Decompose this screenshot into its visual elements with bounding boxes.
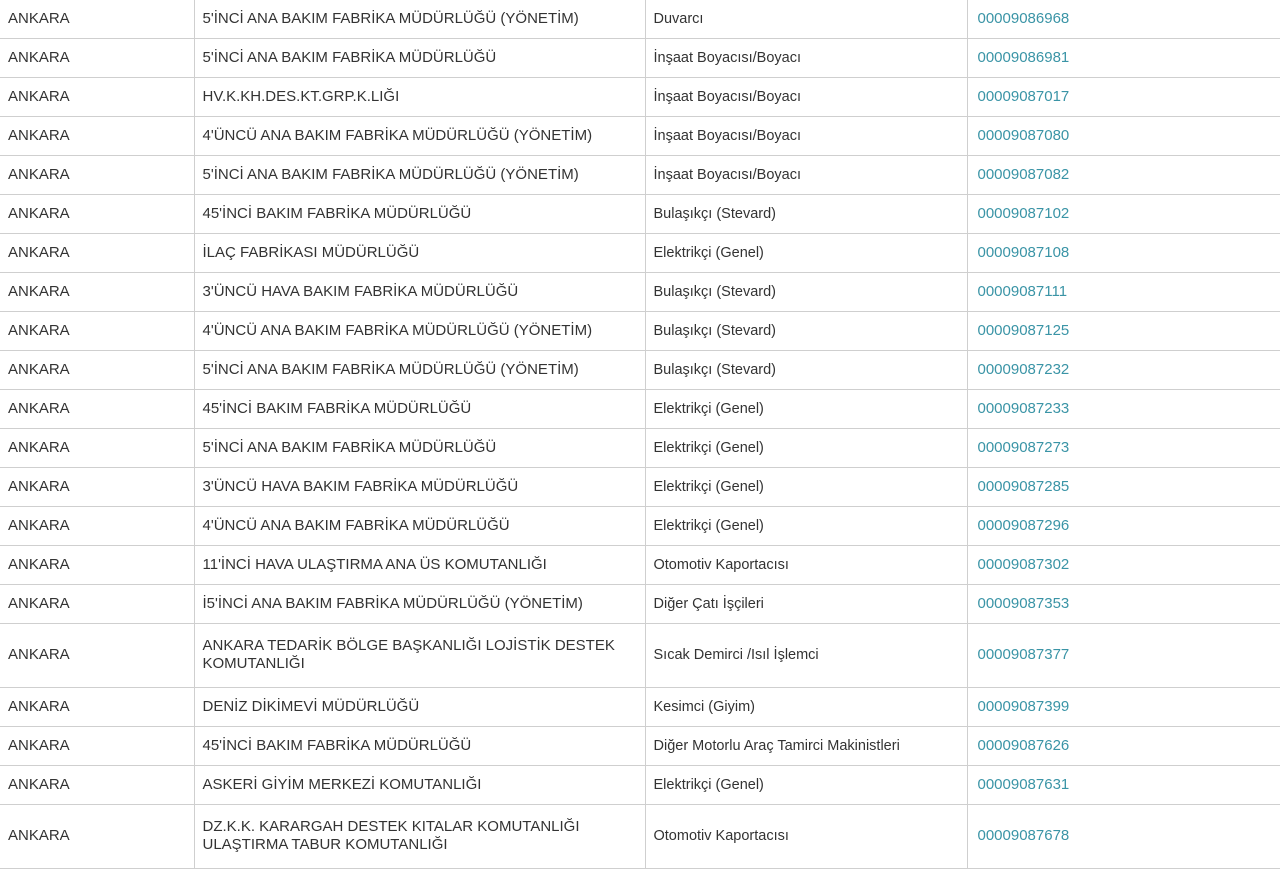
cell-ref [967, 726, 1280, 765]
ref-link[interactable]: 00009086981 [977, 48, 1070, 66]
table-row [0, 0, 1280, 38]
ref-link[interactable]: 00009087080 [977, 126, 1070, 144]
ref-link[interactable]: 00009087102 [977, 204, 1070, 222]
ref-link[interactable]: 00009087125 [977, 321, 1070, 339]
cell-job: İnşaat Boyacısı/Boyacı [645, 116, 967, 155]
table-row [0, 467, 1280, 506]
table-row [0, 765, 1280, 804]
cell-institution: DENİZ DİKİMEVİ MÜDÜRLÜĞÜ [194, 687, 645, 726]
table-row [0, 389, 1280, 428]
cell-ref [967, 623, 1280, 687]
ref-link[interactable]: 00009087302 [977, 555, 1070, 573]
table-row [0, 506, 1280, 545]
ref-link[interactable]: 00009087626 [977, 736, 1070, 754]
table-row [0, 726, 1280, 765]
ref-link[interactable]: 00009087111 [977, 282, 1068, 300]
cell-city: ANKARA [0, 765, 194, 804]
cell-city: ANKARA [0, 623, 194, 687]
ref-link[interactable]: 00009087233 [977, 399, 1070, 417]
ref-link[interactable]: 00009087377 [977, 646, 1070, 663]
cell-institution: 5'İNCİ ANA BAKIM FABRİKA MÜDÜRLÜĞÜ [194, 38, 645, 77]
cell-job: Otomotiv Kaportacısı [645, 545, 967, 584]
cell-city: ANKARA [0, 311, 194, 350]
ref-link[interactable]: 00009087232 [977, 360, 1070, 378]
cell-institution: 45'İNCİ BAKIM FABRİKA MÜDÜRLÜĞÜ [194, 389, 645, 428]
cell-institution: 45'İNCİ BAKIM FABRİKA MÜDÜRLÜĞÜ [194, 194, 645, 233]
ref-link[interactable]: 00009087017 [977, 87, 1070, 105]
cell-job: Bulaşıkçı (Stevard) [645, 350, 967, 389]
table-row [0, 233, 1280, 272]
cell-institution: 5'İNCİ ANA BAKIM FABRİKA MÜDÜRLÜĞÜ (YÖNETİM) [194, 350, 645, 389]
cell-institution: 5'İNCİ ANA BAKIM FABRİKA MÜDÜRLÜĞÜ (YÖNETİM) [194, 155, 645, 194]
cell-city: ANKARA [0, 804, 194, 868]
cell-institution: 11'İNCİ HAVA ULAŞTIRMA ANA ÜS KOMUTANLIĞI [194, 545, 645, 584]
cell-job: Elektrikçi (Genel) [645, 467, 967, 506]
cell-institution: ANKARA TEDARİK BÖLGE BAŞKANLIĞI LOJİSTİK DESTEK KOMUTANLIĞI [194, 623, 645, 687]
cell-city: ANKARA [0, 545, 194, 584]
cell-job: Elektrikçi (Genel) [645, 233, 967, 272]
cell-city: ANKARA [0, 467, 194, 506]
cell-job: İnşaat Boyacısı/Boyacı [645, 38, 967, 77]
cell-institution: 3'ÜNCÜ HAVA BAKIM FABRİKA MÜDÜRLÜĞÜ [194, 272, 645, 311]
cell-job: İnşaat Boyacısı/Boyacı [645, 155, 967, 194]
cell-city: ANKARA [0, 194, 194, 233]
cell-ref [967, 804, 1280, 868]
table-row [0, 687, 1280, 726]
cell-institution: HV.K.KH.DES.KT.GRP.K.LIĞI [194, 77, 645, 116]
cell-city: ANKARA [0, 726, 194, 765]
cell-city: ANKARA [0, 38, 194, 77]
cell-job: Elektrikçi (Genel) [645, 428, 967, 467]
cell-city: ANKARA [0, 155, 194, 194]
ref-link[interactable]: 00009087285 [977, 477, 1070, 495]
table-row [0, 155, 1280, 194]
table-row [0, 194, 1280, 233]
cell-ref [967, 584, 1280, 623]
cell-institution: 3'ÜNCÜ HAVA BAKIM FABRİKA MÜDÜRLÜĞÜ [194, 467, 645, 506]
cell-job: Kesimci (Giyim) [645, 687, 967, 726]
cell-ref [967, 116, 1280, 155]
cell-institution: İLAÇ FABRİKASI MÜDÜRLÜĞÜ [194, 233, 645, 272]
ref-link[interactable]: 00009087631 [977, 775, 1070, 793]
table-row [0, 38, 1280, 77]
cell-institution: 5'İNCİ ANA BAKIM FABRİKA MÜDÜRLÜĞÜ [194, 428, 645, 467]
table-row [0, 804, 1280, 868]
cell-ref [967, 194, 1280, 233]
cell-city: ANKARA [0, 584, 194, 623]
cell-ref [967, 77, 1280, 116]
cell-job: Elektrikçi (Genel) [645, 389, 967, 428]
cell-job: Bulaşıkçı (Stevard) [645, 272, 967, 311]
cell-city: ANKARA [0, 687, 194, 726]
table-row [0, 545, 1280, 584]
cell-job: Otomotiv Kaportacısı [645, 804, 967, 868]
cell-city: ANKARA [0, 350, 194, 389]
cell-ref [967, 506, 1280, 545]
cell-ref [967, 389, 1280, 428]
ref-link[interactable]: 00009087296 [977, 516, 1070, 534]
cell-institution: 4'ÜNCÜ ANA BAKIM FABRİKA MÜDÜRLÜĞÜ [194, 506, 645, 545]
ref-link[interactable]: 00009087353 [977, 594, 1070, 612]
cell-job: Elektrikçi (Genel) [645, 765, 967, 804]
cell-institution: 45'İNCİ BAKIM FABRİKA MÜDÜRLÜĞÜ [194, 726, 645, 765]
table-row [0, 77, 1280, 116]
cell-city: ANKARA [0, 428, 194, 467]
cell-job: Diğer Motorlu Araç Tamirci Makinistleri [645, 726, 967, 765]
cell-job: Elektrikçi (Genel) [645, 506, 967, 545]
cell-ref [967, 467, 1280, 506]
ref-link[interactable]: 00009087082 [977, 165, 1070, 183]
cell-ref [967, 765, 1280, 804]
cell-ref [967, 687, 1280, 726]
cell-job: Sıcak Demirci /Isıl İşlemci [645, 623, 967, 687]
cell-institution: İ5'İNCİ ANA BAKIM FABRİKA MÜDÜRLÜĞÜ (YÖNETİM) [194, 584, 645, 623]
cell-city: ANKARA [0, 506, 194, 545]
table-row [0, 428, 1280, 467]
table-row [0, 311, 1280, 350]
cell-institution: ASKERİ GİYİM MERKEZİ KOMUTANLIĞI [194, 765, 645, 804]
cell-ref [967, 272, 1280, 311]
cell-ref [967, 350, 1280, 389]
ref-link[interactable]: 00009087273 [977, 438, 1070, 456]
cell-institution: 4'ÜNCÜ ANA BAKIM FABRİKA MÜDÜRLÜĞÜ (YÖNETİM) [194, 116, 645, 155]
cell-ref [967, 155, 1280, 194]
ref-link[interactable]: 00009087399 [977, 697, 1070, 715]
table-row [0, 272, 1280, 311]
table-row [0, 584, 1280, 623]
cell-ref [967, 545, 1280, 584]
cell-city: ANKARA [0, 116, 194, 155]
cell-ref [967, 233, 1280, 272]
cell-ref [967, 0, 1280, 38]
cell-job: Bulaşıkçı (Stevard) [645, 311, 967, 350]
cell-job: Duvarcı [645, 0, 967, 38]
table-row [0, 116, 1280, 155]
cell-city: ANKARA [0, 272, 194, 311]
cell-city: ANKARA [0, 233, 194, 272]
cell-ref [967, 38, 1280, 77]
cell-city: ANKARA [0, 0, 194, 38]
cell-ref [967, 428, 1280, 467]
table-row [0, 623, 1280, 687]
cell-job: Bulaşıkçı (Stevard) [645, 194, 967, 233]
cell-city: ANKARA [0, 389, 194, 428]
ref-link[interactable]: 00009087108 [977, 243, 1070, 261]
cell-job: Diğer Çatı İşçileri [645, 584, 967, 623]
cell-job: İnşaat Boyacısı/Boyacı [645, 77, 967, 116]
cell-city: ANKARA [0, 77, 194, 116]
cell-institution: 4'ÜNCÜ ANA BAKIM FABRİKA MÜDÜRLÜĞÜ (YÖNETİM) [194, 311, 645, 350]
cell-ref [967, 311, 1280, 350]
cell-institution: 5'İNCİ ANA BAKIM FABRİKA MÜDÜRLÜĞÜ (YÖNETİM) [194, 0, 645, 38]
ref-link[interactable]: 00009086968 [977, 9, 1070, 27]
ref-link[interactable]: 00009087678 [977, 827, 1070, 844]
cell-institution: DZ.K.K. KARARGAH DESTEK KITALAR KOMUTANLIĞI ULAŞTIRMA TABUR KOMUTANLIĞI [194, 804, 645, 868]
table-row [0, 350, 1280, 389]
